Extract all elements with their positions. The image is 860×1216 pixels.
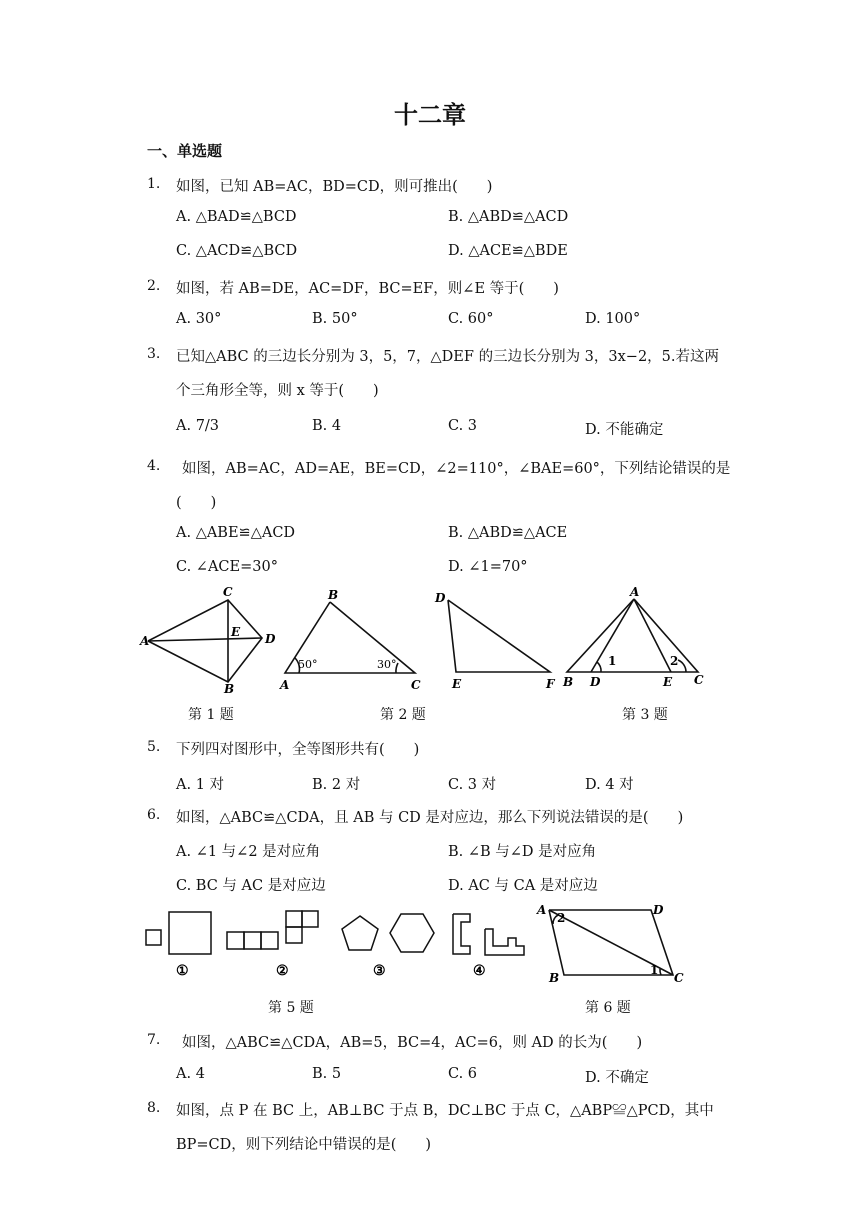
option-c[interactable]: C. BC 与 AC 是对应边 (176, 878, 326, 894)
label-e: E (231, 625, 241, 639)
question-text: 如图，△ABC≌△CDA，AB=5，BC=4，AC=6，则 AD 的长为( ) (182, 1035, 643, 1051)
figure-4 (560, 585, 710, 695)
angle-label: 30° (377, 658, 397, 671)
figure-caption: 第 5 题 (268, 1000, 314, 1016)
option-c[interactable]: C. ∠ACE=30° (176, 559, 278, 575)
option-a[interactable]: A. ∠1 与∠2 是对应角 (176, 844, 321, 860)
figure-2 (278, 588, 428, 693)
figure-5-label: ① (176, 963, 189, 979)
question-text: 如图，△ABC≌△CDA，且 AB 与 CD 是对应边，那么下列说法错误的是( ) (176, 810, 684, 826)
option-c[interactable]: C. △ACD≌△BCD (176, 243, 298, 259)
label-d: D (265, 632, 276, 646)
label-a: A (140, 634, 150, 648)
option-d[interactable]: D. 100° (585, 311, 641, 327)
option-b[interactable]: B. 4 (312, 418, 342, 434)
question-text: 已知△ABC 的三边长分别为 3，5，7，△DEF 的三边长分别为 3，3x−2，5.若这两 (176, 349, 720, 365)
question-text: 如图，已知 AB=AC，BD=CD，则可推出( ) (176, 179, 493, 195)
question-number: 2. (147, 278, 161, 294)
question-number: 1. (147, 176, 161, 192)
option-b[interactable]: B. 50° (312, 311, 358, 327)
figure-1 (140, 585, 285, 695)
question-number: 6. (147, 807, 161, 823)
figure-5-label: ② (276, 963, 289, 979)
label-e: E (663, 675, 673, 689)
page-title: 十二章 (394, 101, 466, 129)
label-a: A (630, 585, 640, 599)
option-c[interactable]: C. 60° (448, 311, 494, 327)
option-c[interactable]: C. 6 (448, 1066, 478, 1082)
angle-2: 2 (557, 911, 566, 925)
label-b: B (224, 682, 235, 696)
question-number: 8. (147, 1100, 161, 1116)
option-a[interactable]: A. 7/3 (176, 418, 220, 434)
option-a[interactable]: A. 30° (176, 311, 222, 327)
angle-1: 1 (650, 963, 659, 977)
label-d: D (435, 591, 446, 605)
question-number: 7. (147, 1032, 161, 1048)
question-text: 下列四对图形中，全等图形共有( ) (176, 742, 420, 758)
option-a[interactable]: A. 1 对 (176, 777, 225, 793)
label-e: E (452, 677, 462, 691)
option-c[interactable]: C. 3 (448, 418, 478, 434)
label-d: D (653, 903, 664, 917)
label-c: C (674, 971, 684, 985)
label-f: F (546, 677, 555, 691)
option-d[interactable]: D. ∠1=70° (448, 559, 528, 575)
option-a[interactable]: A. 4 (176, 1066, 205, 1082)
figure-caption: 第 3 题 (622, 707, 668, 723)
question-number: 4. (147, 458, 161, 474)
angle-2: 2 (670, 654, 679, 668)
figure-5-label: ③ (373, 963, 386, 979)
label-b: B (563, 675, 574, 689)
option-d[interactable]: D. 不确定 (585, 1070, 649, 1086)
option-b[interactable]: B. △ABD≌△ACE (448, 525, 568, 541)
option-d[interactable]: D. 不能确定 (585, 422, 664, 438)
option-b[interactable]: B. △ABD≌△ACD (448, 209, 569, 225)
question-text: 如图，点 P 在 BC 上，AB⊥BC 于点 B，DC⊥BC 于点 C，△ABP≌△PCD，其中 (176, 1103, 714, 1119)
question-number: 5. (147, 739, 161, 755)
question-text: 个三角形全等，则 x 等于( ) (176, 383, 379, 399)
figure-3 (432, 588, 557, 693)
question-text: 如图，AB=AC，AD=AE，BE=CD，∠2=110°，∠BAE=60°，下列结论错误的是 (182, 461, 731, 477)
angle-label: 50° (298, 658, 318, 671)
figure-caption: 第 6 题 (585, 1000, 631, 1016)
label-c: C (694, 673, 704, 687)
figure-5-label: ④ (473, 963, 486, 979)
question-text: BP=CD，则下列结论中错误的是( ) (176, 1137, 432, 1153)
figure-5 (140, 905, 540, 980)
option-b[interactable]: B. 5 (312, 1066, 342, 1082)
option-a[interactable]: A. △BAD≌△BCD (176, 209, 297, 225)
question-text: 如图，若 AB=DE，AC=DF，BC=EF，则∠E 等于( ) (176, 281, 559, 297)
option-b[interactable]: B. ∠B 与∠D 是对应角 (448, 844, 597, 860)
label-a: A (537, 903, 547, 917)
option-d[interactable]: D. AC 与 CA 是对应边 (448, 878, 598, 894)
option-a[interactable]: A. △ABE≌△ACD (176, 525, 296, 541)
angle-1: 1 (608, 654, 617, 668)
figure-6 (533, 900, 693, 990)
label-c: C (223, 585, 233, 599)
figure-caption: 第 1 题 (188, 707, 234, 723)
figure-caption: 第 2 题 (380, 707, 426, 723)
question-text: ( ) (176, 495, 217, 511)
label-b: B (549, 971, 560, 985)
label-b: B (328, 588, 339, 602)
option-c[interactable]: C. 3 对 (448, 777, 497, 793)
section-heading: 一、单选题 (147, 142, 223, 160)
label-c: C (411, 678, 421, 692)
label-d: D (590, 675, 601, 689)
label-a: A (280, 678, 290, 692)
option-d[interactable]: D. 4 对 (585, 777, 634, 793)
option-b[interactable]: B. 2 对 (312, 777, 361, 793)
question-number: 3. (147, 346, 161, 362)
option-d[interactable]: D. △ACE≌△BDE (448, 243, 568, 259)
